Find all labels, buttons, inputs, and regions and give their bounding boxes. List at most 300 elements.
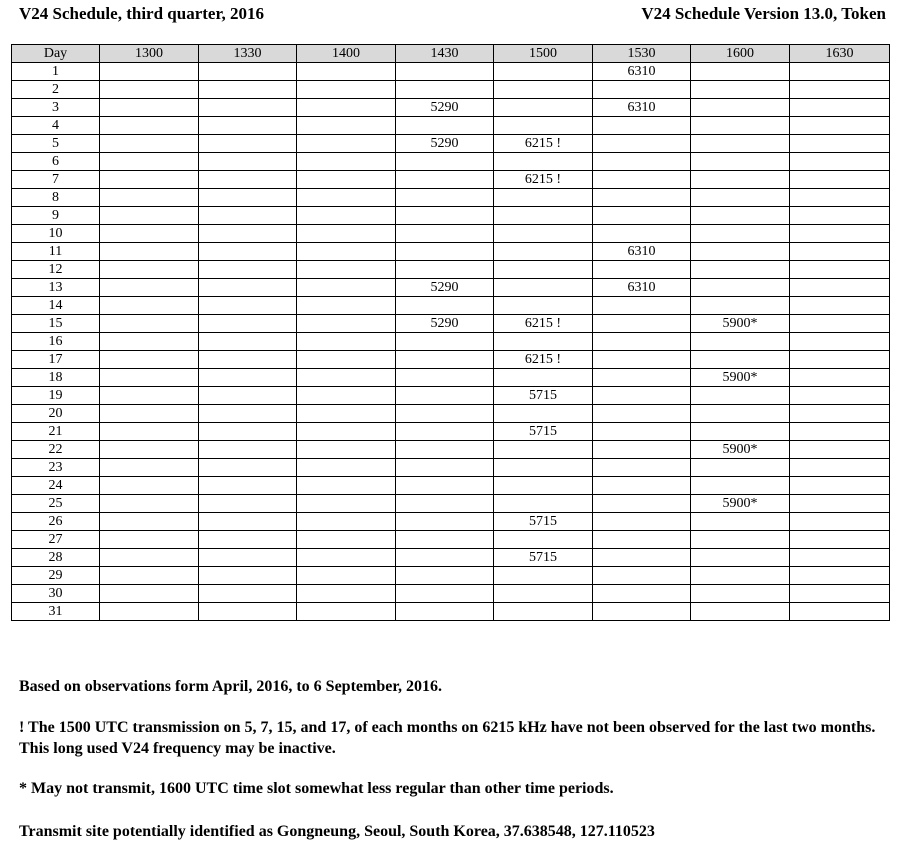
frequency-cell <box>199 495 297 513</box>
schedule-version: V24 Schedule Version 13.0, Token <box>641 4 886 23</box>
table-row <box>12 99 890 117</box>
frequency-cell <box>494 243 593 261</box>
frequency-cell <box>691 477 790 495</box>
frequency-cell <box>297 531 396 549</box>
frequency-cell <box>199 153 297 171</box>
frequency-cell <box>790 117 890 135</box>
frequency-cell <box>100 495 199 513</box>
frequency-cell <box>790 333 890 351</box>
frequency-cell <box>297 495 396 513</box>
frequency-cell <box>199 585 297 603</box>
frequency-cell <box>396 405 494 423</box>
frequency-cell <box>396 153 494 171</box>
table-row <box>12 207 890 225</box>
frequency-cell <box>100 261 199 279</box>
day-cell: 21 <box>12 423 100 441</box>
frequency-cell <box>790 279 890 297</box>
frequency-cell <box>691 171 790 189</box>
frequency-cell <box>396 531 494 549</box>
frequency-cell <box>593 135 691 153</box>
frequency-cell <box>494 567 593 585</box>
day-cell: 2 <box>12 81 100 99</box>
frequency-cell <box>199 351 297 369</box>
frequency-cell <box>100 405 199 423</box>
frequency-cell: 6215 ! <box>494 351 593 369</box>
frequency-cell <box>396 189 494 207</box>
day-cell: 25 <box>12 495 100 513</box>
frequency-cell <box>494 405 593 423</box>
column-header-1530: 1530 <box>593 45 691 63</box>
frequency-cell <box>100 243 199 261</box>
frequency-cell: 6215 ! <box>494 315 593 333</box>
day-cell: 29 <box>12 567 100 585</box>
frequency-cell <box>100 207 199 225</box>
frequency-cell <box>100 189 199 207</box>
table-row <box>12 279 890 297</box>
frequency-cell <box>494 585 593 603</box>
frequency-cell <box>494 495 593 513</box>
day-cell: 18 <box>12 369 100 387</box>
frequency-cell <box>691 261 790 279</box>
frequency-cell: 6310 <box>593 63 691 81</box>
frequency-cell <box>790 405 890 423</box>
frequency-cell <box>100 423 199 441</box>
frequency-cell <box>790 297 890 315</box>
day-cell: 19 <box>12 387 100 405</box>
day-cell: 8 <box>12 189 100 207</box>
frequency-cell <box>199 171 297 189</box>
frequency-cell <box>396 171 494 189</box>
frequency-cell: 6215 ! <box>494 171 593 189</box>
frequency-cell <box>100 351 199 369</box>
frequency-cell <box>100 99 199 117</box>
day-cell: 30 <box>12 585 100 603</box>
frequency-cell <box>691 135 790 153</box>
asterisk-note: * May not transmit, 1600 UTC time slot somewhat less regular than other time periods. <box>19 780 614 797</box>
frequency-cell <box>100 333 199 351</box>
frequency-cell <box>593 405 691 423</box>
table-row <box>12 459 890 477</box>
frequency-cell <box>199 387 297 405</box>
frequency-cell <box>396 207 494 225</box>
frequency-cell <box>494 63 593 81</box>
column-header-1330: 1330 <box>199 45 297 63</box>
day-cell: 26 <box>12 513 100 531</box>
schedule-table <box>11 44 890 621</box>
frequency-cell <box>100 369 199 387</box>
frequency-cell: 5290 <box>396 279 494 297</box>
frequency-cell <box>199 369 297 387</box>
table-body <box>12 63 890 621</box>
frequency-cell <box>199 423 297 441</box>
table-row <box>12 261 890 279</box>
frequency-cell <box>396 351 494 369</box>
frequency-cell: 6310 <box>593 243 691 261</box>
table-row <box>12 549 890 567</box>
frequency-cell <box>199 81 297 99</box>
frequency-cell <box>494 279 593 297</box>
frequency-cell <box>396 63 494 81</box>
frequency-cell <box>593 585 691 603</box>
frequency-cell <box>297 171 396 189</box>
frequency-cell: 5900* <box>691 495 790 513</box>
frequency-cell: 5715 <box>494 423 593 441</box>
frequency-cell <box>297 405 396 423</box>
day-cell: 15 <box>12 315 100 333</box>
frequency-cell <box>790 567 890 585</box>
frequency-cell <box>297 513 396 531</box>
frequency-cell <box>100 279 199 297</box>
frequency-cell <box>691 405 790 423</box>
frequency-cell <box>297 153 396 171</box>
frequency-cell <box>593 459 691 477</box>
frequency-cell <box>593 333 691 351</box>
day-cell: 11 <box>12 243 100 261</box>
frequency-cell <box>691 531 790 549</box>
frequency-cell <box>100 117 199 135</box>
frequency-cell <box>199 513 297 531</box>
frequency-cell <box>100 477 199 495</box>
frequency-cell <box>297 99 396 117</box>
column-header-1600: 1600 <box>691 45 790 63</box>
frequency-cell <box>396 117 494 135</box>
day-cell: 6 <box>12 153 100 171</box>
table-row <box>12 387 890 405</box>
day-cell: 31 <box>12 603 100 621</box>
document-header <box>19 4 886 28</box>
frequency-cell <box>100 387 199 405</box>
frequency-cell <box>790 423 890 441</box>
frequency-cell <box>790 459 890 477</box>
frequency-cell <box>691 603 790 621</box>
frequency-cell <box>790 513 890 531</box>
frequency-cell <box>494 333 593 351</box>
frequency-cell <box>297 459 396 477</box>
frequency-cell <box>396 513 494 531</box>
frequency-cell <box>790 603 890 621</box>
frequency-cell <box>297 549 396 567</box>
frequency-cell <box>790 135 890 153</box>
frequency-cell <box>790 441 890 459</box>
day-cell: 22 <box>12 441 100 459</box>
frequency-cell <box>790 207 890 225</box>
column-header-1630: 1630 <box>790 45 890 63</box>
frequency-cell <box>790 153 890 171</box>
frequency-cell <box>199 279 297 297</box>
exclamation-note: ! The 1500 UTC transmission on 5, 7, 15, and 17, of each months on 6215 kHz have not been observed for the last two months. This long used V24 frequency may be inactive. <box>19 719 876 757</box>
frequency-cell <box>396 261 494 279</box>
frequency-cell <box>100 81 199 99</box>
day-cell: 23 <box>12 459 100 477</box>
frequency-cell <box>396 297 494 315</box>
frequency-cell <box>593 387 691 405</box>
table-row <box>12 477 890 495</box>
frequency-cell <box>593 513 691 531</box>
frequency-cell <box>100 171 199 189</box>
frequency-cell <box>297 423 396 441</box>
table-row <box>12 225 890 243</box>
frequency-cell <box>100 135 199 153</box>
frequency-cell <box>396 369 494 387</box>
frequency-cell <box>494 207 593 225</box>
frequency-cell <box>494 297 593 315</box>
frequency-cell <box>396 243 494 261</box>
frequency-cell <box>297 585 396 603</box>
table-row <box>12 441 890 459</box>
table-row <box>12 297 890 315</box>
frequency-cell <box>100 297 199 315</box>
frequency-cell <box>691 117 790 135</box>
frequency-cell <box>100 603 199 621</box>
frequency-cell <box>790 387 890 405</box>
frequency-cell: 5900* <box>691 315 790 333</box>
frequency-cell <box>593 549 691 567</box>
frequency-cell <box>297 477 396 495</box>
frequency-cell <box>691 153 790 171</box>
day-cell: 13 <box>12 279 100 297</box>
frequency-cell <box>790 531 890 549</box>
frequency-cell <box>297 261 396 279</box>
frequency-cell <box>199 225 297 243</box>
frequency-cell: 5290 <box>396 135 494 153</box>
frequency-cell <box>396 567 494 585</box>
frequency-cell <box>199 135 297 153</box>
frequency-cell <box>593 315 691 333</box>
frequency-cell <box>691 243 790 261</box>
frequency-cell <box>494 459 593 477</box>
column-header-1400: 1400 <box>297 45 396 63</box>
frequency-cell <box>199 459 297 477</box>
frequency-cell <box>396 81 494 99</box>
frequency-cell <box>199 243 297 261</box>
frequency-cell <box>297 603 396 621</box>
frequency-cell <box>199 549 297 567</box>
frequency-cell: 5900* <box>691 441 790 459</box>
frequency-cell <box>396 225 494 243</box>
table-row <box>12 567 890 585</box>
observation-note: Based on observations form April, 2016, to 6 September, 2016. <box>19 678 442 695</box>
frequency-cell <box>593 369 691 387</box>
frequency-cell <box>199 189 297 207</box>
frequency-cell <box>100 585 199 603</box>
day-cell: 16 <box>12 333 100 351</box>
day-cell: 7 <box>12 171 100 189</box>
frequency-cell <box>790 585 890 603</box>
table-row <box>12 153 890 171</box>
table-row <box>12 81 890 99</box>
frequency-cell <box>297 135 396 153</box>
frequency-cell <box>790 225 890 243</box>
frequency-cell <box>297 189 396 207</box>
day-cell: 5 <box>12 135 100 153</box>
frequency-cell <box>494 99 593 117</box>
table-row <box>12 351 890 369</box>
frequency-cell <box>100 153 199 171</box>
frequency-cell <box>494 441 593 459</box>
transmit-site-note: Transmit site potentially identified as Gongneung, Seoul, South Korea, 37.638548, 127.110523 <box>19 823 655 840</box>
day-cell: 12 <box>12 261 100 279</box>
frequency-cell <box>691 513 790 531</box>
frequency-cell <box>494 153 593 171</box>
frequency-cell <box>100 315 199 333</box>
table-row <box>12 513 890 531</box>
frequency-cell <box>100 549 199 567</box>
day-cell: 20 <box>12 405 100 423</box>
frequency-cell <box>297 117 396 135</box>
day-cell: 27 <box>12 531 100 549</box>
frequency-cell <box>297 243 396 261</box>
frequency-cell <box>593 351 691 369</box>
table-row <box>12 117 890 135</box>
table-row <box>12 315 890 333</box>
frequency-cell <box>790 369 890 387</box>
frequency-cell <box>199 603 297 621</box>
frequency-cell <box>790 81 890 99</box>
frequency-cell <box>297 297 396 315</box>
column-header-1430: 1430 <box>396 45 494 63</box>
frequency-cell <box>199 207 297 225</box>
frequency-cell <box>297 441 396 459</box>
frequency-cell <box>790 63 890 81</box>
day-cell: 24 <box>12 477 100 495</box>
frequency-cell <box>199 315 297 333</box>
frequency-cell <box>691 459 790 477</box>
table-row <box>12 603 890 621</box>
column-header-day: Day <box>12 45 100 63</box>
frequency-cell <box>297 351 396 369</box>
day-cell: 3 <box>12 99 100 117</box>
frequency-cell <box>691 63 790 81</box>
frequency-cell <box>297 333 396 351</box>
frequency-cell <box>199 405 297 423</box>
frequency-cell <box>396 441 494 459</box>
table-row <box>12 135 890 153</box>
table-row <box>12 405 890 423</box>
column-header-1500: 1500 <box>494 45 593 63</box>
frequency-cell <box>593 81 691 99</box>
frequency-cell <box>100 513 199 531</box>
frequency-cell <box>494 117 593 135</box>
table-row <box>12 171 890 189</box>
table-row <box>12 333 890 351</box>
frequency-cell <box>396 333 494 351</box>
frequency-cell <box>100 459 199 477</box>
frequency-cell <box>494 369 593 387</box>
frequency-cell <box>691 279 790 297</box>
frequency-cell <box>199 567 297 585</box>
frequency-cell: 5715 <box>494 513 593 531</box>
frequency-cell: 6215 ! <box>494 135 593 153</box>
frequency-cell <box>593 531 691 549</box>
frequency-cell <box>593 117 691 135</box>
day-cell: 4 <box>12 117 100 135</box>
frequency-cell <box>297 81 396 99</box>
frequency-cell <box>297 207 396 225</box>
schedule-title: V24 Schedule, third quarter, 2016 <box>19 4 264 23</box>
frequency-cell <box>494 261 593 279</box>
table-header-row <box>12 45 890 63</box>
frequency-cell <box>199 297 297 315</box>
frequency-cell: 5715 <box>494 549 593 567</box>
table-row <box>12 495 890 513</box>
frequency-cell <box>790 477 890 495</box>
frequency-cell <box>297 225 396 243</box>
day-cell: 17 <box>12 351 100 369</box>
frequency-cell <box>100 63 199 81</box>
frequency-cell <box>494 225 593 243</box>
day-cell: 28 <box>12 549 100 567</box>
table-row <box>12 585 890 603</box>
frequency-cell <box>593 495 691 513</box>
frequency-cell <box>691 423 790 441</box>
day-cell: 10 <box>12 225 100 243</box>
frequency-cell <box>691 297 790 315</box>
day-cell: 1 <box>12 63 100 81</box>
frequency-cell <box>593 171 691 189</box>
frequency-cell: 6310 <box>593 279 691 297</box>
frequency-cell <box>790 495 890 513</box>
frequency-cell <box>297 567 396 585</box>
frequency-cell <box>790 315 890 333</box>
frequency-cell: 5715 <box>494 387 593 405</box>
frequency-cell <box>790 189 890 207</box>
frequency-cell <box>199 99 297 117</box>
frequency-cell <box>593 225 691 243</box>
frequency-cell <box>691 549 790 567</box>
frequency-cell <box>593 603 691 621</box>
frequency-cell <box>790 243 890 261</box>
frequency-cell <box>691 225 790 243</box>
table-row <box>12 63 890 81</box>
frequency-cell <box>396 585 494 603</box>
day-cell: 14 <box>12 297 100 315</box>
frequency-cell <box>790 261 890 279</box>
frequency-cell <box>691 567 790 585</box>
frequency-cell <box>593 423 691 441</box>
frequency-cell <box>593 477 691 495</box>
frequency-cell: 6310 <box>593 99 691 117</box>
frequency-cell <box>199 117 297 135</box>
frequency-cell <box>494 531 593 549</box>
frequency-cell: 5900* <box>691 369 790 387</box>
frequency-cell <box>297 63 396 81</box>
frequency-cell <box>691 585 790 603</box>
frequency-cell <box>691 189 790 207</box>
frequency-cell <box>100 531 199 549</box>
frequency-cell <box>593 441 691 459</box>
frequency-cell <box>297 315 396 333</box>
frequency-cell <box>396 387 494 405</box>
frequency-cell <box>396 603 494 621</box>
frequency-cell <box>494 603 593 621</box>
frequency-cell <box>396 459 494 477</box>
frequency-cell <box>494 477 593 495</box>
frequency-cell <box>396 477 494 495</box>
frequency-cell <box>396 495 494 513</box>
frequency-cell <box>790 351 890 369</box>
frequency-cell <box>691 207 790 225</box>
frequency-cell <box>100 567 199 585</box>
frequency-cell <box>593 261 691 279</box>
frequency-cell <box>199 333 297 351</box>
day-cell: 9 <box>12 207 100 225</box>
frequency-cell <box>199 531 297 549</box>
table-row <box>12 369 890 387</box>
frequency-cell <box>790 171 890 189</box>
frequency-cell <box>199 441 297 459</box>
notes-section <box>19 676 879 842</box>
frequency-cell <box>396 423 494 441</box>
